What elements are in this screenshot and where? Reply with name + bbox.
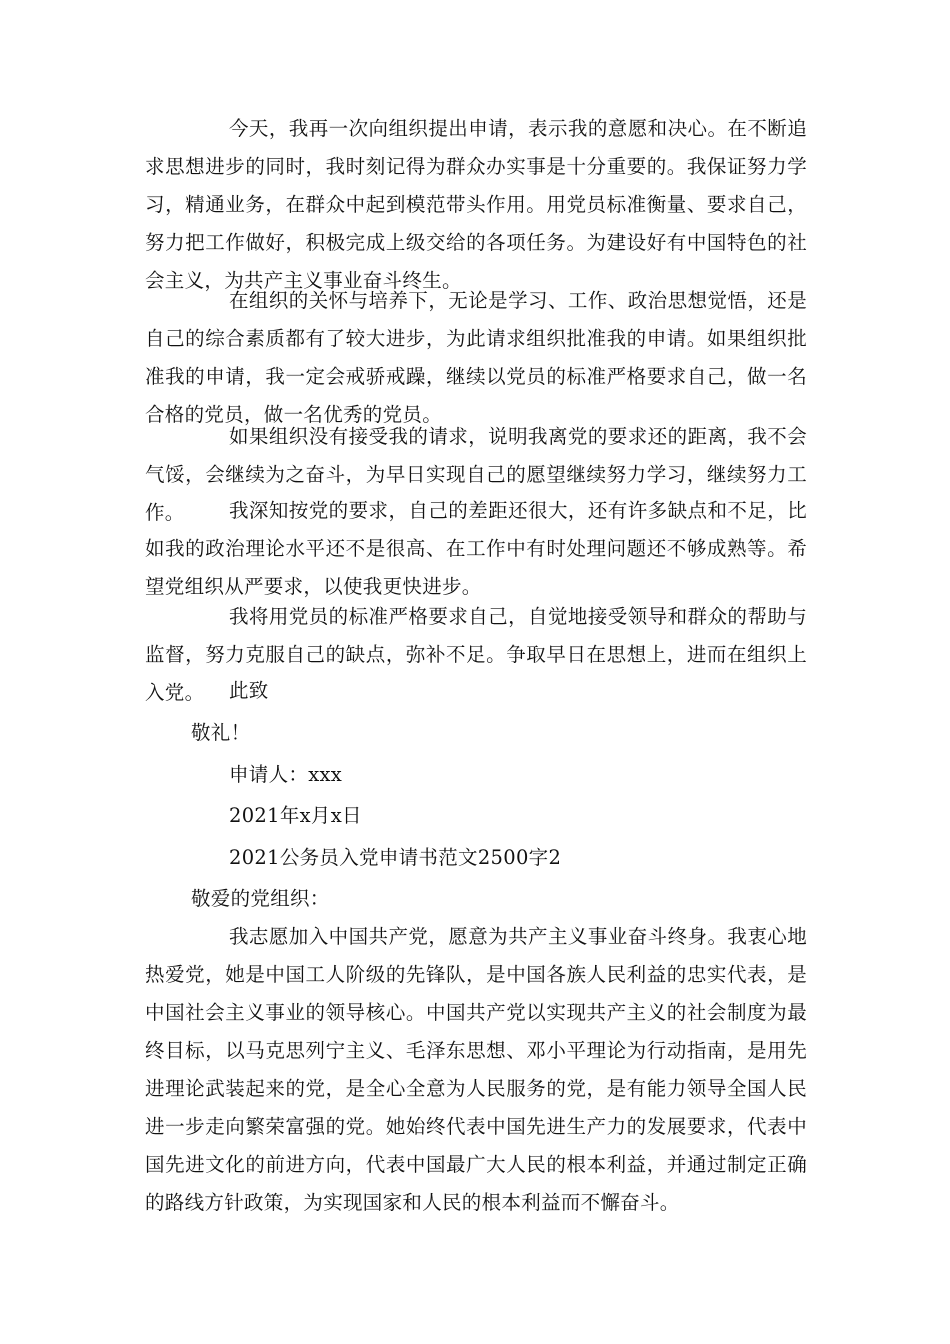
- applicant-signature: 申请人：xxx: [229, 763, 343, 786]
- paragraph-1: 今天，我再一次向组织提出申请，表示我的意愿和决心。在不断追求思想进步的同时，我时刻记得为群众办实事是十分重要的。我保证努力学习，精通业务，在群众中起到模范带头作用。用党员标准衡量、要求自己，努力把工作做好，积极完成上级交给的各项任务。为建设好有中国特色的社会主义，为共产主义事业奋斗终生。: [145, 117, 807, 292]
- paragraph-5: 我将用党员的标准严格要求自己，自觉地接受领导和群众的帮助与监督，努力克服自己的缺点，弥补不足。争取早日在思想上，进而在组织上入党。: [145, 605, 807, 704]
- greeting-text: 敬爱的党组织：: [191, 887, 330, 910]
- paragraph-2: 在组织的关怀与培养下，无论是学习、工作、政治思想觉悟，还是自己的综合素质都有了较大进步，为此请求组织批准我的申请。如果组织批准我的申请，我一定会戒骄戒躁，继续以党员的标准严格要求自己，做一名合格的党员，做一名优秀的党员。: [145, 289, 807, 426]
- second-letter-paragraph: 我志愿加入中国共产党，愿意为共产主义事业奋斗终身。我衷心地热爱党，她是中国工人阶级的先锋队，是中国各族人民利益的忠实代表，是中国社会主义事业的领导核心。中国共产党以实现共产主义的社会制度为最终目标，以马克思列宁主义、毛泽东思想、邓小平理论为行动指南，是用先进理论武装起来的党，是全心全意为人民服务的党，是有能力领导全国人民进一步走向繁荣富强的党。她始终代表中国先进生产力的发展要求，代表中国先进文化的前进方向，代表中国最广大人民的根本利益，并通过制定正确的路线方针政策，为实现国家和人民的根本利益而不懈奋斗。: [145, 925, 807, 1214]
- application-date: 2021年x月x日: [229, 804, 362, 827]
- paragraph-4: 我深知按党的要求，自己的差距还很大，还有许多缺点和不足，比如我的政治理论水平还不是很高、在工作中有时处理问题还不够成熟等。希望党组织从严要求，以使我更快进步。: [145, 499, 807, 598]
- paragraph-3: 如果组织没有接受我的请求，说明我离党的要求还的距离，我不会气馁，会继续为之奋斗，为早日实现自己的愿望继续努力学习，继续努力工作。: [145, 425, 807, 524]
- closing-text: 此致: [229, 679, 269, 702]
- salute-text: 敬礼！: [191, 721, 251, 744]
- second-letter-title: 2021公务员入党申请书范文2500字2: [229, 846, 562, 869]
